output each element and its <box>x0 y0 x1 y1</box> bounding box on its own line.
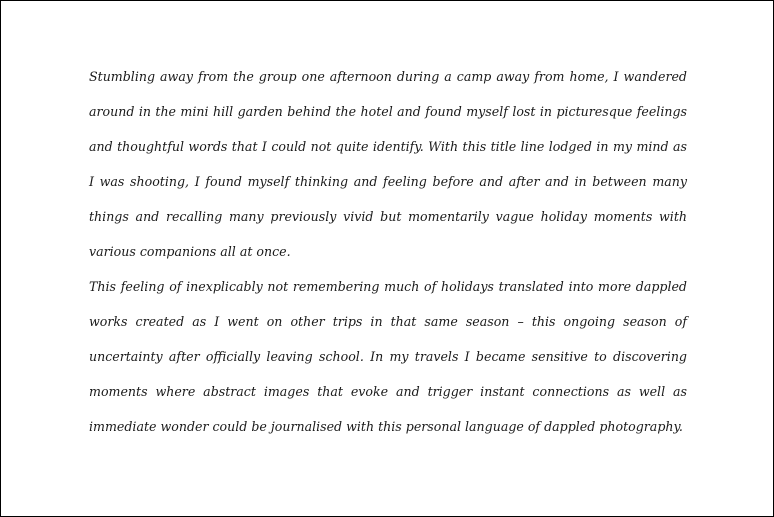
text-line: moments where abstract images that evoke and trigger instant connections as well as <box>89 384 687 399</box>
text-line: Stumbling away from the group one afternoon during a camp away from home, I wandered <box>89 69 687 84</box>
text-line: things and recalling many previously vivid but momentarily vague holiday moments with <box>89 209 687 224</box>
text-line: This feeling of inexplicably not remembering much of holidays translated into more dappled <box>89 279 687 294</box>
text-line: immediate wonder could be journalised with this personal language of dappled photography. <box>89 419 683 434</box>
paragraph-2 <box>89 274 687 449</box>
text-line: uncertainty after officially leaving school. In my travels I became sensitive to discovering <box>89 349 687 364</box>
text-line: works created as I went on other trips in that same season – this ongoing season of <box>89 314 687 329</box>
text-line: and thoughtful words that I could not quite identify. With this title line lodged in my mind as <box>89 139 687 154</box>
text-block <box>89 64 687 449</box>
paragraph-1 <box>89 64 687 274</box>
text-line: various companions all at once. <box>89 244 291 259</box>
text-line: I was shooting, I found myself thinking and feeling before and after and in between many <box>89 174 687 189</box>
text-line: around in the mini hill garden behind the hotel and found myself lost in picturesque feelings <box>89 104 687 119</box>
